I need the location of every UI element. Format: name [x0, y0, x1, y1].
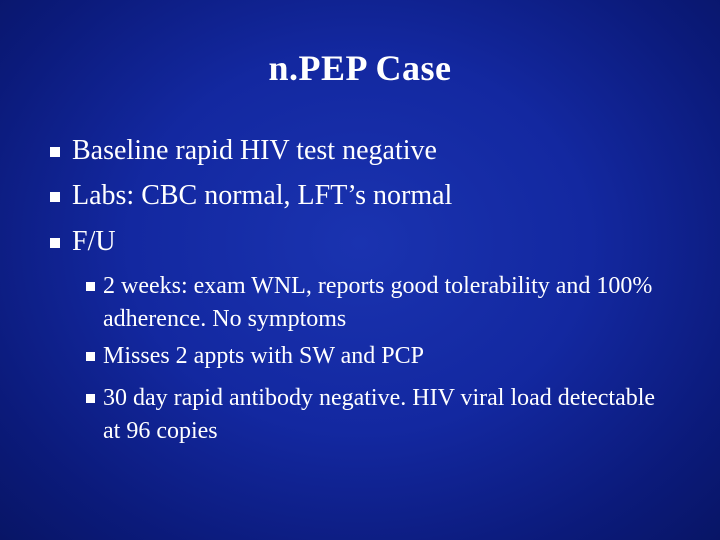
square-bullet-icon [50, 192, 60, 202]
sub-bullet-text: 30 day rapid antibody negative. HIV viral load detectable at 96 copies [103, 385, 656, 444]
bullet-text: F/U [72, 226, 116, 257]
slide-title: n.PEP Case [268, 48, 452, 88]
bullet-item [0, 133, 720, 169]
square-bullet-icon [50, 147, 60, 157]
bullet-item [0, 224, 720, 260]
bullet-text: Labs: CBC normal, LFT’s normal [72, 180, 453, 211]
bullet-text: Baseline rapid HIV test negative [72, 135, 437, 166]
square-bullet-icon [86, 352, 95, 361]
square-bullet-icon [50, 238, 60, 248]
sub-bullet-text: Misses 2 appts with SW and PCP [103, 343, 424, 369]
sub-bullet-text: 2 weeks: exam WNL, reports good tolerability and 100% adherence. No symptoms [103, 273, 653, 332]
bullet-item [0, 178, 720, 214]
square-bullet-icon [86, 282, 95, 291]
square-bullet-icon [86, 394, 95, 403]
